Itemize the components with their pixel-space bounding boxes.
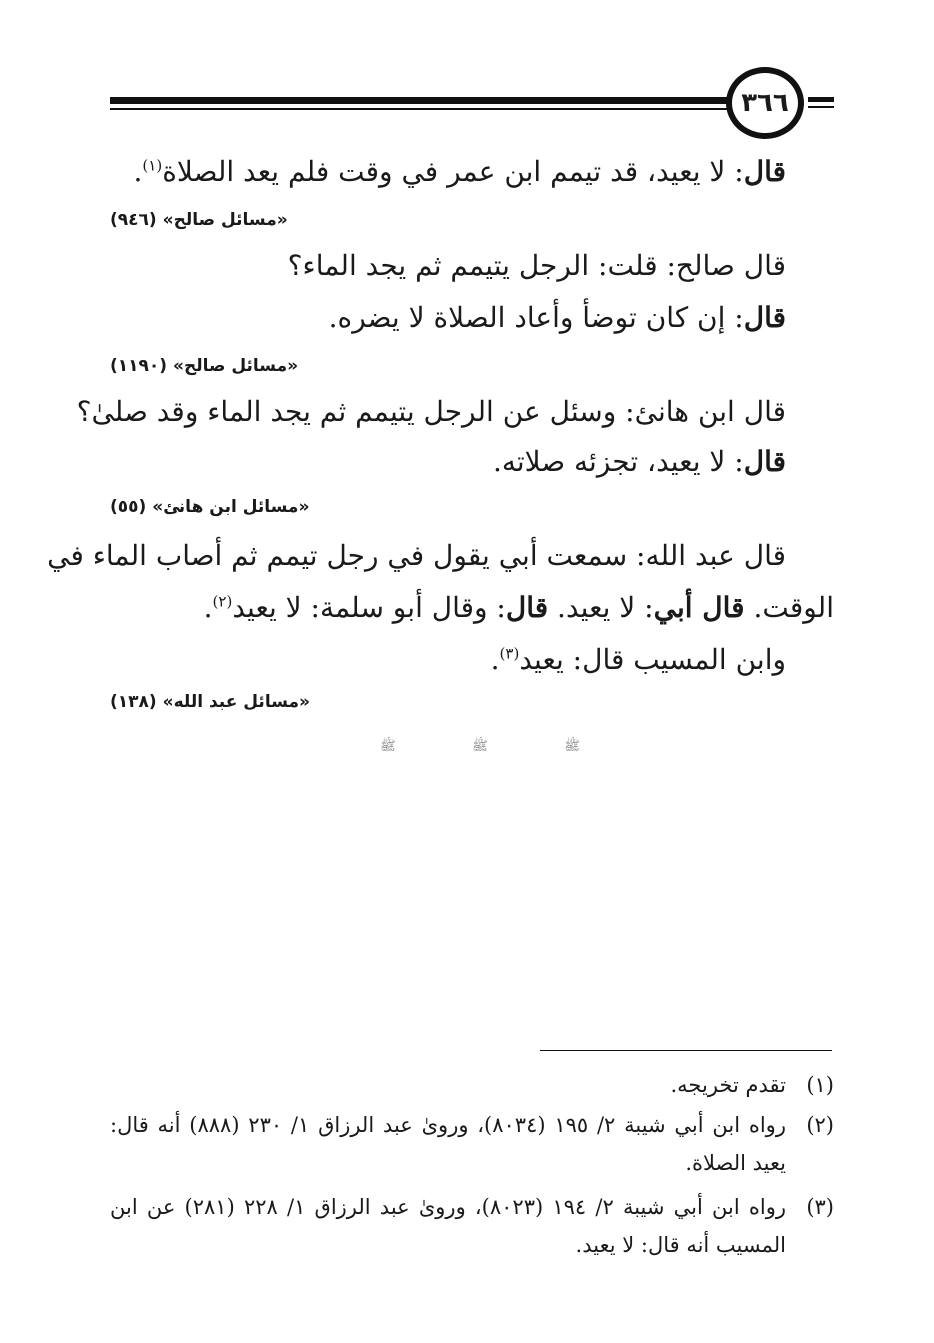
speaker-label: قال (743, 301, 786, 334)
footnote-number: (١) (806, 1073, 834, 1097)
source-citation: «مسائل عبد الله» (١٣٨) (110, 692, 311, 712)
header-rule-right-thin (808, 106, 834, 108)
source-citation: «مسائل صالح» (٩٤٦) (110, 210, 288, 230)
header-rule-right (808, 97, 834, 102)
line-tail: . (133, 155, 143, 188)
source-citation: «مسائل صالح» (١١٩٠) (110, 356, 299, 376)
header-rule-thin (110, 108, 730, 110)
section-separator (380, 738, 580, 758)
line-text: : إن كان توضأ وأعاد الصلاة لا يضره. (328, 301, 744, 334)
paragraph-line (493, 442, 786, 482)
line-text: : لا يعيد. (557, 591, 654, 624)
paragraph-line: قال صالح: قلت: الرجل يتيمم ثم يجد الماء؟ (287, 249, 786, 282)
page-number: ٣٦٦ (726, 67, 804, 139)
footnote-text: المسيب أنه قال: لا يعيد. (575, 1233, 786, 1257)
line-tail: . (203, 591, 213, 624)
paragraph-line (491, 640, 786, 680)
footnote-number: (٣) (806, 1195, 834, 1219)
line-text: وابن المسيب قال: يعيد (519, 643, 786, 676)
footnote-text: رواه ابن أبي شيبة ٢/ ١٩٤ (٨٠٢٣)، وروىٰ عبد الرزاق ١/ ٢٢٨ (٢٨١) عن ابن (110, 1195, 786, 1219)
paragraph-line (204, 588, 834, 628)
footnote-text: يعيد الصلاة. (685, 1151, 786, 1175)
paragraph-line (329, 298, 786, 338)
speaker-label: قال (743, 445, 786, 478)
line-text: : لا يعيد، قد تيمم ابن عمر في وقت فلم يعد الصلاة (162, 155, 744, 188)
footnote-ref: (٣) (499, 644, 520, 663)
line-text: الوقت. (753, 591, 834, 624)
ornament-icon: ﷺ (472, 739, 488, 754)
line-tail: . (490, 643, 500, 676)
line-text: : لا يعيد، تجزئه صلاته. (492, 445, 744, 478)
footnote-rule (540, 1050, 832, 1051)
ornament-icon: ﷺ (380, 739, 396, 754)
paragraph-line: قال عبد الله: سمعت أبي يقول في رجل تيمم ثم أصاب الماء في (47, 539, 786, 572)
paragraph-line: قال ابن هانئ: وسئل عن الرجل يتيمم ثم يجد الماء وقد صلىٰ؟ (76, 395, 786, 428)
footnote-text: تقدم تخريجه. (670, 1073, 786, 1097)
footnote-ref: (١) (142, 156, 163, 175)
line-text: : وقال أبو سلمة: لا يعيد (232, 591, 506, 624)
header-rule (110, 97, 730, 104)
speaker-label: قال أبي (653, 591, 745, 624)
footnote-text: رواه ابن أبي شيبة ٢/ ١٩٥ (٨٠٣٤)، وروىٰ عبد الرزاق ١/ ٢٣٠ (٨٨٨) أنه قال: (110, 1113, 786, 1137)
ornament-icon: ﷺ (564, 739, 580, 754)
footnote-ref: (٢) (212, 592, 233, 611)
speaker-label: قال (505, 591, 549, 624)
footnote-number: (٢) (806, 1113, 834, 1137)
speaker-label: قال (743, 155, 786, 188)
paragraph-line (134, 152, 787, 192)
source-citation: «مسائل ابن هانئ» (٥٥) (110, 497, 310, 517)
